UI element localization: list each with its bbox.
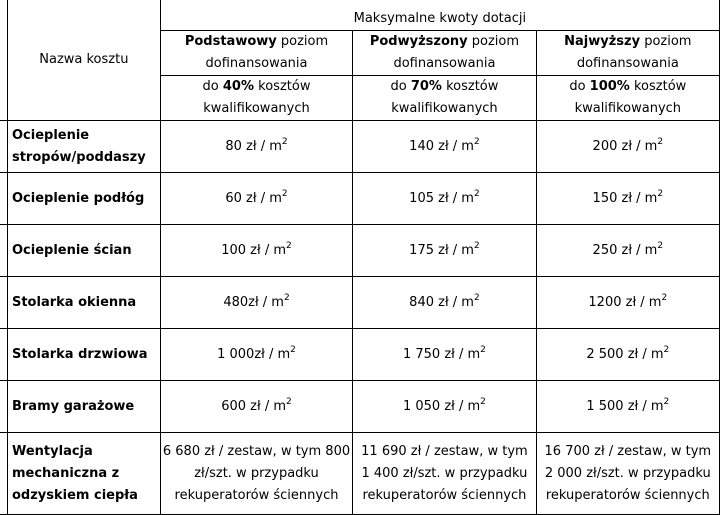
value-cell — [536, 173, 719, 225]
level-name: Najwyższy — [564, 34, 641, 49]
name-column-header — [7, 0, 160, 121]
level-header-basic — [160, 31, 353, 121]
unit-exponent: 2 — [473, 240, 480, 251]
lp-cell — [0, 277, 7, 329]
value-cell — [353, 329, 536, 381]
value-cell — [160, 329, 353, 381]
value-cell — [160, 173, 353, 225]
pct-prefix: do — [390, 79, 411, 94]
table-row — [0, 225, 720, 277]
value-cell — [160, 433, 353, 515]
cost-name-line: mechaniczna z — [11, 465, 120, 481]
value-text: 1 500 zł / m — [586, 398, 664, 414]
value-text: 1 750 zł / m — [402, 346, 481, 362]
pct-line2: kwalifikowanych — [203, 101, 310, 116]
unit-exponent: 2 — [473, 292, 480, 303]
unit-exponent: 2 — [473, 136, 480, 147]
unit-exponent: 2 — [657, 240, 664, 251]
cost-name-cell — [7, 381, 160, 433]
unit-exponent: 2 — [290, 344, 296, 355]
unit-exponent: 2 — [480, 396, 486, 407]
value-cell — [353, 225, 536, 277]
cost-name-line: Stolarka drzwiowa — [11, 346, 148, 362]
value-line: rekuperatorów ściennych — [362, 487, 527, 503]
value-text: 80 zł / m — [225, 138, 282, 154]
cost-name-line: Bramy garażowe — [11, 398, 135, 414]
unit-exponent: 2 — [286, 396, 292, 407]
value-line: rekuperatorów ściennych — [174, 487, 339, 503]
value-text: 60 zł / m — [225, 190, 282, 206]
value-line: 2 000 zł/szt. w przypadku — [544, 465, 711, 481]
unit-exponent: 2 — [661, 292, 668, 303]
table-row — [0, 329, 720, 381]
value-text: 600 zł / m — [221, 398, 287, 414]
value-line: 1 400 zł/szt. w przypadku — [361, 465, 528, 481]
cost-name-line: Ocieplenie ścian — [11, 242, 132, 258]
value-cell — [536, 121, 719, 173]
pct-value: 70% — [410, 79, 442, 94]
value-line: rekuperatorów ściennych — [545, 487, 710, 503]
value-cell — [353, 433, 536, 515]
value-text: 250 zł / m — [592, 242, 658, 258]
level-name: Podstawowy — [184, 34, 277, 49]
pct-prefix: do — [202, 79, 223, 94]
level-line2: dofinansowania — [393, 56, 496, 71]
unit-exponent: 2 — [663, 396, 670, 407]
value-text: 840 zł / m — [409, 294, 474, 310]
unit-exponent: 2 — [286, 240, 292, 251]
lp-header-cell — [0, 0, 7, 121]
group-header-text: Maksymalne kwoty dotacji — [353, 11, 527, 26]
cost-name-cell — [7, 225, 160, 277]
cost-name-line: stropów/poddaszy — [11, 149, 146, 165]
value-text: 1 000zł / m — [217, 346, 291, 362]
value-text: 1200 zł / m — [588, 294, 662, 310]
value-cell — [160, 121, 353, 173]
cost-name-cell — [7, 173, 160, 225]
table-row — [0, 277, 720, 329]
table-row — [0, 433, 720, 515]
level-suffix: poziom — [467, 34, 520, 49]
value-cell — [160, 225, 353, 277]
value-line: zł/szt. w przypadku — [194, 465, 319, 481]
value-cell — [160, 277, 353, 329]
pct-suffix: kosztów — [441, 79, 499, 94]
table-row — [0, 381, 720, 433]
value-cell — [353, 381, 536, 433]
value-text: 105 zł / m — [409, 190, 474, 206]
pct-value: 100% — [589, 79, 630, 94]
value-text: 2 500 zł / m — [586, 346, 664, 362]
table-row — [0, 121, 720, 173]
pct-value: 40% — [222, 79, 255, 94]
value-cell — [536, 225, 719, 277]
level-suffix: poziom — [640, 34, 692, 49]
unit-exponent: 2 — [657, 136, 664, 147]
value-cell — [353, 121, 536, 173]
value-text: 140 zł / m — [409, 138, 474, 154]
table-row — [0, 173, 720, 225]
level-line2: dofinansowania — [205, 56, 308, 71]
level-suffix: poziom — [276, 34, 329, 49]
value-cell — [353, 173, 536, 225]
lp-cell — [0, 329, 7, 381]
cost-name-cell — [7, 433, 160, 515]
level-line2: dofinansowania — [576, 56, 679, 71]
unit-exponent: 2 — [657, 188, 664, 199]
pct-prefix: do — [569, 79, 590, 94]
cost-name-line: Ocieplenie — [11, 127, 90, 143]
value-text: 100 zł / m — [221, 242, 287, 258]
value-line: 16 700 zł / zestaw, w tym — [544, 443, 712, 459]
unit-exponent: 2 — [281, 188, 288, 199]
pct-line2: kwalifikowanych — [391, 101, 498, 116]
value-text: 150 zł / m — [592, 190, 658, 206]
level-header-highest — [536, 31, 719, 121]
cost-name-cell — [7, 121, 160, 173]
level-name: Podwyższony — [369, 34, 468, 49]
unit-exponent: 2 — [473, 188, 480, 199]
value-cell — [353, 277, 536, 329]
name-column-header-text: Nazwa kosztu — [39, 51, 129, 67]
value-cell — [536, 277, 719, 329]
cost-name-line: Ocieplenie podłóg — [11, 190, 145, 206]
group-header — [160, 0, 719, 31]
header-row-group — [0, 0, 720, 31]
cost-name-cell — [7, 277, 160, 329]
lp-cell — [0, 381, 7, 433]
lp-cell — [0, 121, 7, 173]
unit-exponent: 2 — [663, 344, 670, 355]
value-text: 175 zł / m — [409, 242, 474, 258]
pct-suffix: kosztów — [629, 79, 687, 94]
lp-cell — [0, 173, 7, 225]
level-header-raised — [353, 31, 536, 121]
pct-suffix: kosztów — [254, 79, 311, 94]
value-line: 6 680 zł / zestaw, w tym 800 — [162, 443, 351, 459]
value-text: 200 zł / m — [592, 138, 658, 154]
cost-name-line: odzyskiem ciepła — [11, 487, 138, 503]
cost-name-line: Wentylacja — [11, 443, 93, 459]
pct-line2: kwalifikowanych — [574, 101, 682, 116]
unit-exponent: 2 — [283, 292, 290, 303]
cost-name-cell — [7, 329, 160, 381]
value-cell — [536, 381, 719, 433]
value-text: 1 050 zł / m — [402, 398, 481, 414]
unit-exponent: 2 — [480, 344, 486, 355]
value-text: 480zł / m — [223, 294, 284, 310]
unit-exponent: 2 — [281, 136, 288, 147]
cost-name-line: Stolarka okienna — [11, 294, 137, 310]
value-cell — [160, 381, 353, 433]
value-line: 11 690 zł / zestaw, w tym — [361, 443, 528, 459]
lp-cell — [0, 225, 7, 277]
value-cell — [536, 329, 719, 381]
lp-cell — [0, 433, 7, 515]
value-cell — [536, 433, 719, 515]
